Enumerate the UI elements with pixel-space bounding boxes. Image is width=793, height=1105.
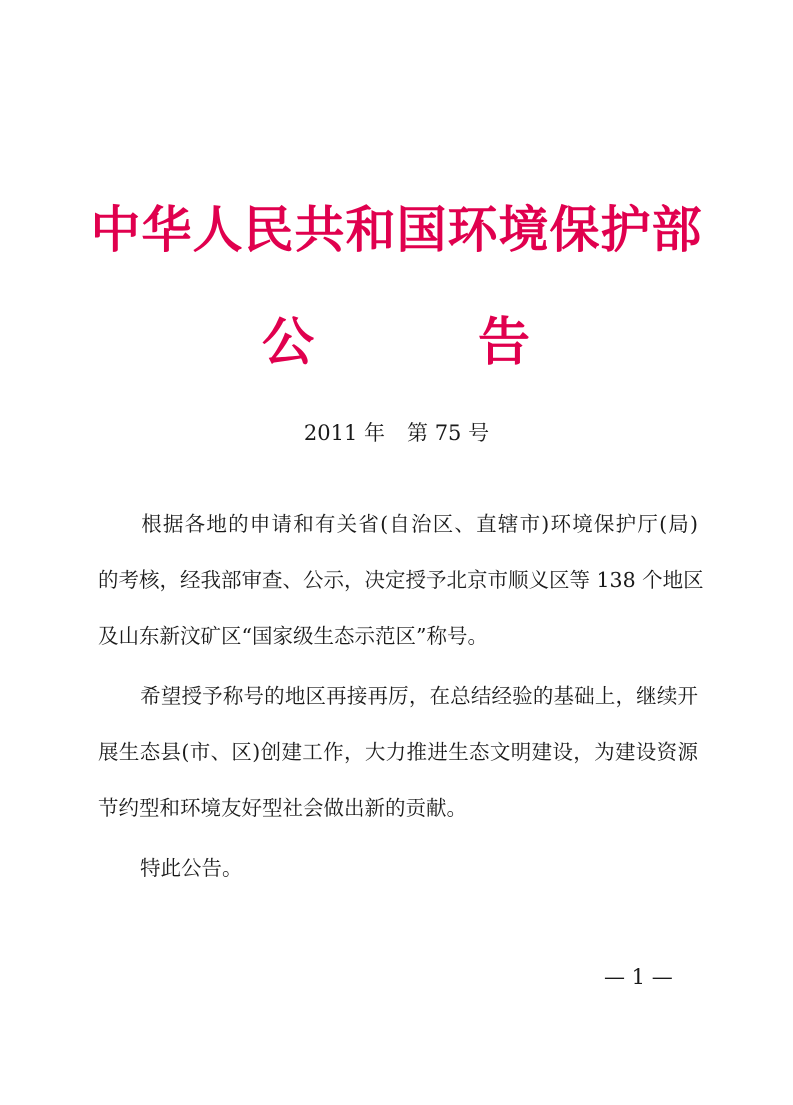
page-number: — 1 —	[604, 965, 673, 989]
paragraph-1-line-1: 根据各地的申请和有关省(自治区、直辖市)环境保护厅(局)	[140, 512, 698, 536]
document-number	[0, 418, 793, 448]
notice-char-gao: 告	[478, 312, 531, 373]
paragraph-3-line-1: 特此公告。	[140, 856, 243, 880]
notice-heading	[0, 308, 793, 378]
paragraph-3	[98, 840, 698, 896]
document-year: 2011 年	[303, 421, 386, 445]
document-serial: 第 75 号	[407, 421, 490, 445]
paragraph-2	[98, 668, 698, 836]
paragraph-2-line-3: 节约型和环境友好型社会做出新的贡献。	[98, 796, 467, 820]
issuer-title: 中华人民共和国环境保护部	[90, 200, 703, 259]
paragraph-2-line-1: 希望授予称号的地区再接再厉，在总结经验的基础上，继续开	[140, 684, 698, 708]
body-text	[98, 496, 704, 896]
notice-char-gong: 公	[262, 312, 315, 373]
paragraph-1	[98, 496, 704, 664]
paragraph-1-line-2: 的考核，经我部审查、公示，决定授予北京市顺义区等 138 个地区	[98, 568, 704, 592]
paragraph-1-line-3: 及山东新汶矿区“国家级生态示范区”称号。	[98, 624, 488, 648]
paragraph-2-line-2: 展生态县(市、区)创建工作，大力推进生态文明建设，为建设资源	[98, 740, 698, 764]
